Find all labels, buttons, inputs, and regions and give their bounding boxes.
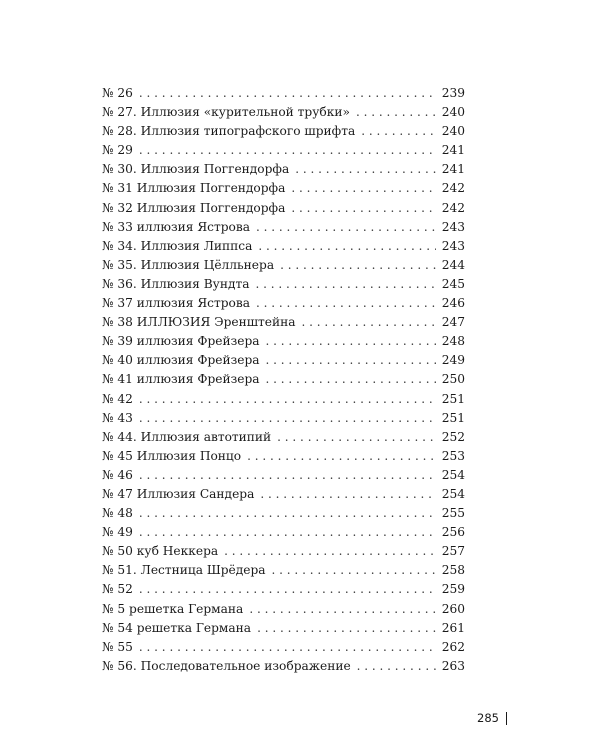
toc-entry-page: 251 (441, 410, 465, 425)
toc-entry-page: 260 (441, 601, 465, 616)
dot-leader (291, 179, 435, 198)
toc-entry (102, 84, 465, 103)
toc-entry-title: № 32 Иллюзия Поггендорфа (102, 200, 286, 215)
toc-entry-title: № 48 (102, 506, 133, 521)
toc-entry (102, 580, 465, 599)
toc-entry-title: № 40 иллюзия Фрейзера (102, 353, 260, 368)
toc-entry-title: № 50 куб Неккера (102, 544, 219, 559)
toc-entry (102, 122, 465, 141)
dot-leader (256, 294, 436, 313)
toc-entry-title: № 28. Иллюзия типографского шрифта (102, 124, 356, 139)
toc-entry-page: 255 (441, 506, 465, 521)
dot-leader (257, 619, 436, 638)
dot-leader (277, 428, 436, 447)
toc-entry (102, 256, 465, 275)
toc-entry (102, 619, 465, 638)
toc-entry-page: 256 (441, 525, 465, 540)
toc-entry-page: 247 (441, 315, 465, 330)
dot-leader (280, 256, 436, 275)
toc-entry-page: 263 (441, 658, 465, 673)
dot-leader (249, 600, 435, 619)
toc-entry (102, 237, 465, 256)
toc-entry (102, 313, 465, 332)
dot-leader (139, 390, 436, 409)
toc-entry-page: 242 (441, 200, 465, 215)
dot-leader (255, 275, 435, 294)
toc-entry (102, 600, 465, 619)
toc-entry-title: № 26 (102, 86, 133, 100)
toc-entry-title: № 38 ИЛЛЮЗИЯ Эренштейна (102, 315, 296, 330)
toc-entry-title: № 5 решетка Германа (102, 601, 244, 616)
dot-leader (139, 141, 436, 160)
toc-entry-page: 253 (441, 448, 465, 463)
toc-entry (102, 542, 465, 561)
dot-leader (139, 84, 436, 103)
toc-entry-title: № 55 (102, 639, 133, 654)
toc-entry (102, 390, 465, 409)
dot-leader (247, 447, 436, 466)
toc-entry-title: № 34. Иллюзия Липпса (102, 238, 253, 253)
toc-entry-page: 249 (441, 353, 465, 368)
toc-entry-title: № 51. Лестница Шрёдера (102, 563, 266, 578)
dot-leader (139, 466, 436, 485)
toc-entry-title: № 45 Иллюзия Понцо (102, 448, 242, 463)
toc-entry-page: 261 (441, 620, 465, 635)
toc-entry-page: 239 (441, 86, 465, 100)
toc-entry-title: № 31 Иллюзия Поггендорфа (102, 181, 286, 196)
toc-entry-page: 254 (441, 467, 465, 482)
toc-entry (102, 428, 465, 447)
toc-entry-title: № 33 иллюзия Ястрова (102, 219, 251, 234)
toc-entry-title: № 29 (102, 143, 133, 158)
toc-entry (102, 160, 465, 179)
toc-entry-page: 262 (441, 639, 465, 654)
toc-entry (102, 561, 465, 580)
toc-entry (102, 141, 465, 160)
toc-entry (102, 294, 465, 313)
dot-leader (139, 409, 436, 428)
toc-entry-page: 257 (441, 544, 465, 559)
toc-entry-page: 254 (441, 486, 465, 501)
toc-entry-title: № 30. Иллюзия Поггендорфа (102, 162, 290, 177)
dot-leader (258, 237, 435, 256)
toc-entry (102, 179, 465, 198)
toc-entry (102, 103, 465, 122)
toc-entry-title: № 44. Иллюзия автотипий (102, 429, 272, 444)
toc-entry (102, 409, 465, 428)
dot-leader (266, 351, 436, 370)
toc-entry-page: 248 (441, 334, 465, 349)
table-of-contents (102, 84, 465, 676)
toc-entry (102, 638, 465, 657)
toc-entry (102, 485, 465, 504)
dot-leader (139, 580, 436, 599)
dot-leader (260, 485, 435, 504)
toc-entry-page: 240 (441, 105, 465, 120)
dot-leader (256, 218, 436, 237)
toc-entry-title: № 54 решетка Германа (102, 620, 252, 635)
toc-entry-page: 240 (441, 124, 465, 139)
toc-entry-title: № 42 (102, 391, 133, 406)
toc-entry-title: № 52 (102, 582, 133, 597)
toc-entry-page: 243 (441, 238, 465, 253)
toc-entry-page: 250 (441, 372, 465, 387)
dot-leader (139, 523, 436, 542)
toc-entry-page: 258 (441, 563, 465, 578)
dot-leader (361, 122, 436, 141)
dot-leader (302, 313, 436, 332)
toc-entry-page: 244 (441, 257, 465, 272)
toc-entry-title: № 46 (102, 467, 133, 482)
toc-entry (102, 199, 465, 218)
toc-entry (102, 332, 465, 351)
dot-leader (266, 370, 436, 389)
toc-entry (102, 657, 465, 676)
toc-entry-title: № 43 (102, 410, 133, 425)
toc-entry-title: № 39 иллюзия Фрейзера (102, 334, 260, 349)
toc-entry-page: 252 (441, 429, 465, 444)
toc-entry (102, 447, 465, 466)
toc-entry (102, 275, 465, 294)
dot-leader (291, 199, 435, 218)
dot-leader (224, 542, 436, 561)
footer-divider (506, 712, 507, 725)
toc-entry (102, 504, 465, 523)
toc-entry-page: 241 (441, 162, 465, 177)
toc-entry (102, 523, 465, 542)
toc-entry-title: № 41 иллюзия Фрейзера (102, 372, 260, 387)
toc-entry-title: № 37 иллюзия Ястрова (102, 296, 251, 311)
dot-leader (295, 160, 435, 179)
dot-leader (272, 561, 436, 580)
toc-entry (102, 370, 465, 389)
toc-entry (102, 218, 465, 237)
dot-leader (357, 657, 436, 676)
toc-entry-title: № 56. Последовательное изображение (102, 658, 351, 673)
toc-entry (102, 466, 465, 485)
dot-leader (356, 103, 436, 122)
toc-entry-page: 241 (441, 143, 465, 158)
toc-entry-title: № 27. Иллюзия «курительной трубки» (102, 105, 350, 120)
toc-entry-page: 243 (441, 219, 465, 234)
toc-entry-page: 246 (441, 296, 465, 311)
toc-entry-title: № 36. Иллюзия Вундта (102, 276, 250, 291)
toc-entry-page: 242 (441, 181, 465, 196)
page-number: 285 (477, 711, 499, 725)
toc-entry-page: 245 (441, 276, 465, 291)
toc-entry-title: № 35. Иллюзия Цёлльнера (102, 257, 275, 272)
toc-entry (102, 351, 465, 370)
dot-leader (139, 504, 436, 523)
page-footer (477, 711, 507, 725)
dot-leader (266, 332, 436, 351)
toc-entry-page: 251 (441, 391, 465, 406)
toc-entry-title: № 49 (102, 525, 133, 540)
dot-leader (139, 638, 436, 657)
toc-entry-page: 259 (441, 582, 465, 597)
toc-entry-title: № 47 Иллюзия Сандера (102, 486, 255, 501)
